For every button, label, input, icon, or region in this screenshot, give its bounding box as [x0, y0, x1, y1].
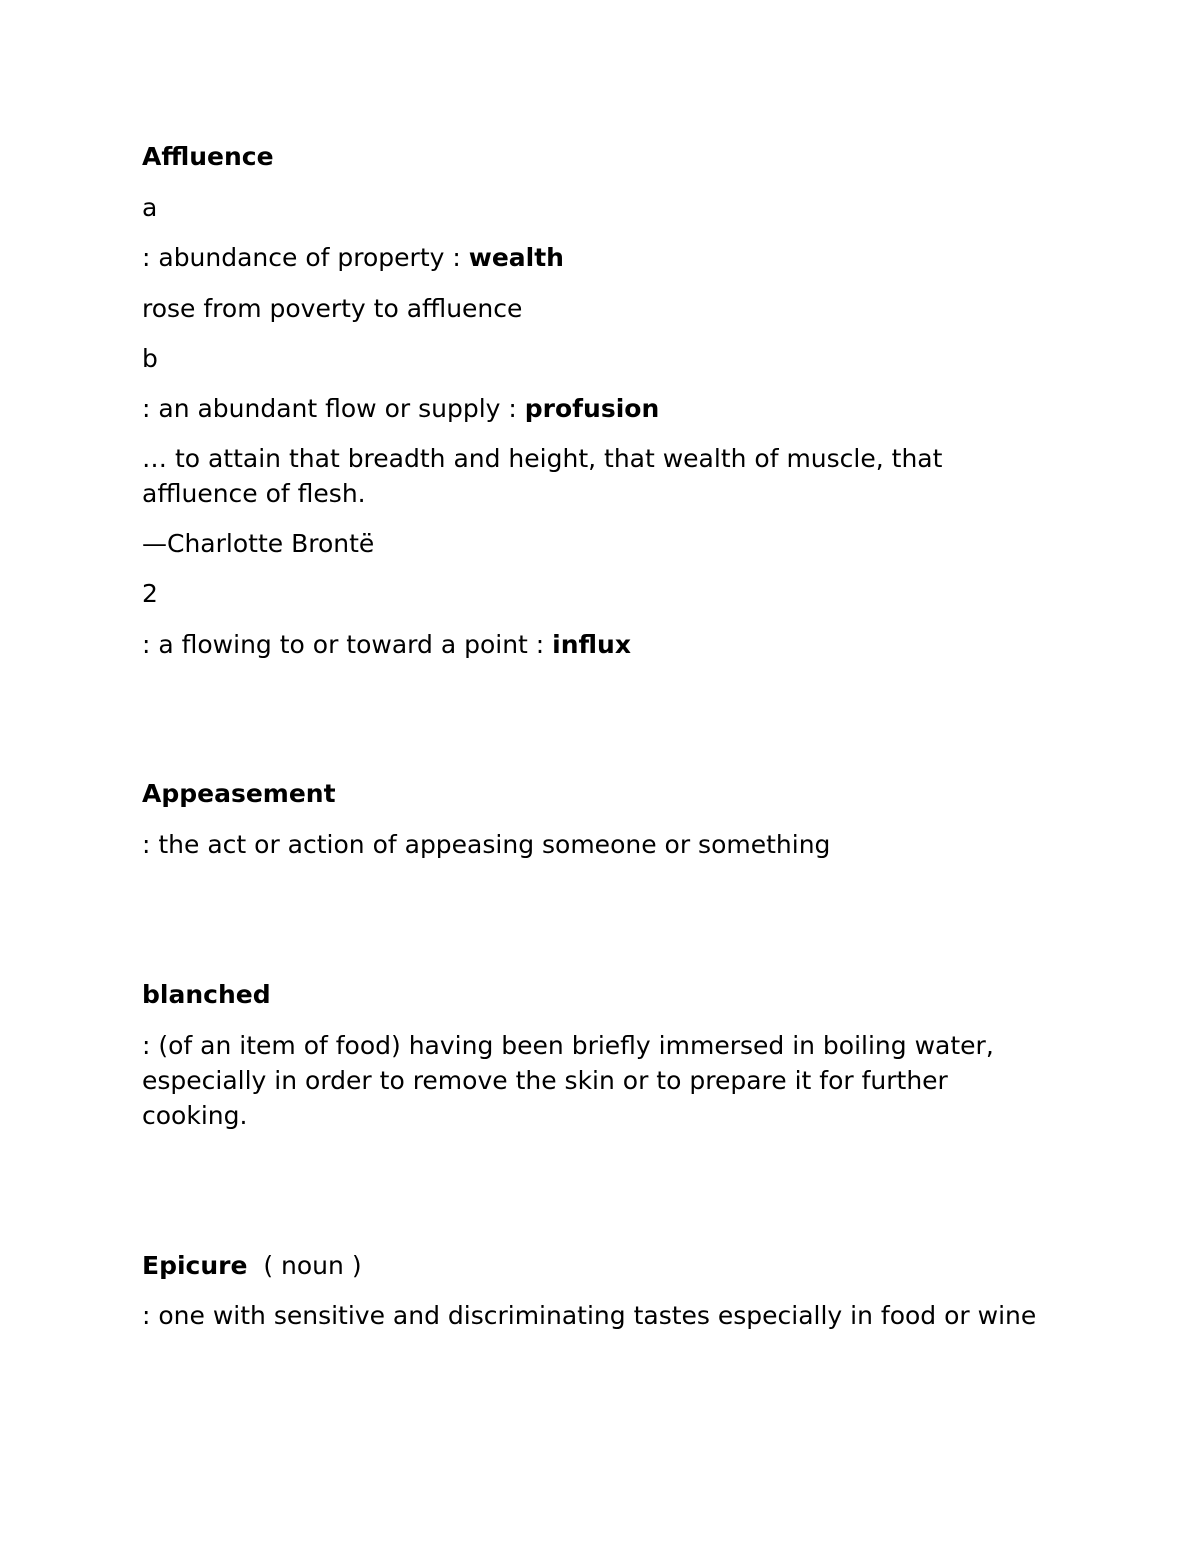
sense-a-keyword: wealth — [468, 243, 564, 272]
term-epicure-line — [142, 1248, 1042, 1283]
term-blanched: blanched — [142, 980, 271, 1009]
sense-a-label: a — [142, 193, 158, 222]
sense-a-prefix: : abundance of property : — [142, 243, 469, 272]
sense-b-quote: … to attain that breadth and height, that wealth of muscle, that affluence of flesh. — [142, 444, 943, 508]
definition-appeasement: : the act or action of appeasing someone or something — [142, 830, 831, 859]
sense-a-example: rose from poverty to affluence — [142, 294, 523, 323]
sense-b-prefix: : an abundant flow or supply : — [142, 394, 525, 423]
sense-2-prefix: : a flowing to or toward a point : — [142, 630, 553, 659]
term-appeasement: Appeasement — [142, 779, 336, 808]
term-affluence: Affluence — [142, 142, 274, 171]
sense-b-label: b — [142, 344, 158, 373]
sense-a-definition — [142, 240, 1042, 275]
term-epicure: Epicure — [142, 1251, 248, 1280]
sense-2-label: 2 — [142, 579, 158, 608]
sense-2-definition — [142, 627, 1042, 662]
sense-b-keyword: profusion — [524, 394, 660, 423]
part-of-speech-epicure: ( noun ) — [247, 1251, 362, 1280]
sense-b-attribution: —Charlotte Brontë — [142, 529, 375, 558]
definition-epicure: : one with sensitive and discriminating tastes especially in food or wine — [142, 1301, 1037, 1330]
sense-b-definition — [142, 391, 1042, 426]
definition-blanched: : (of an item of food) having been briefly immersed in boiling water, especially in order to remove the skin or to prepare it for further cooking. — [142, 1031, 994, 1130]
sense-2-keyword: influx — [552, 630, 631, 659]
